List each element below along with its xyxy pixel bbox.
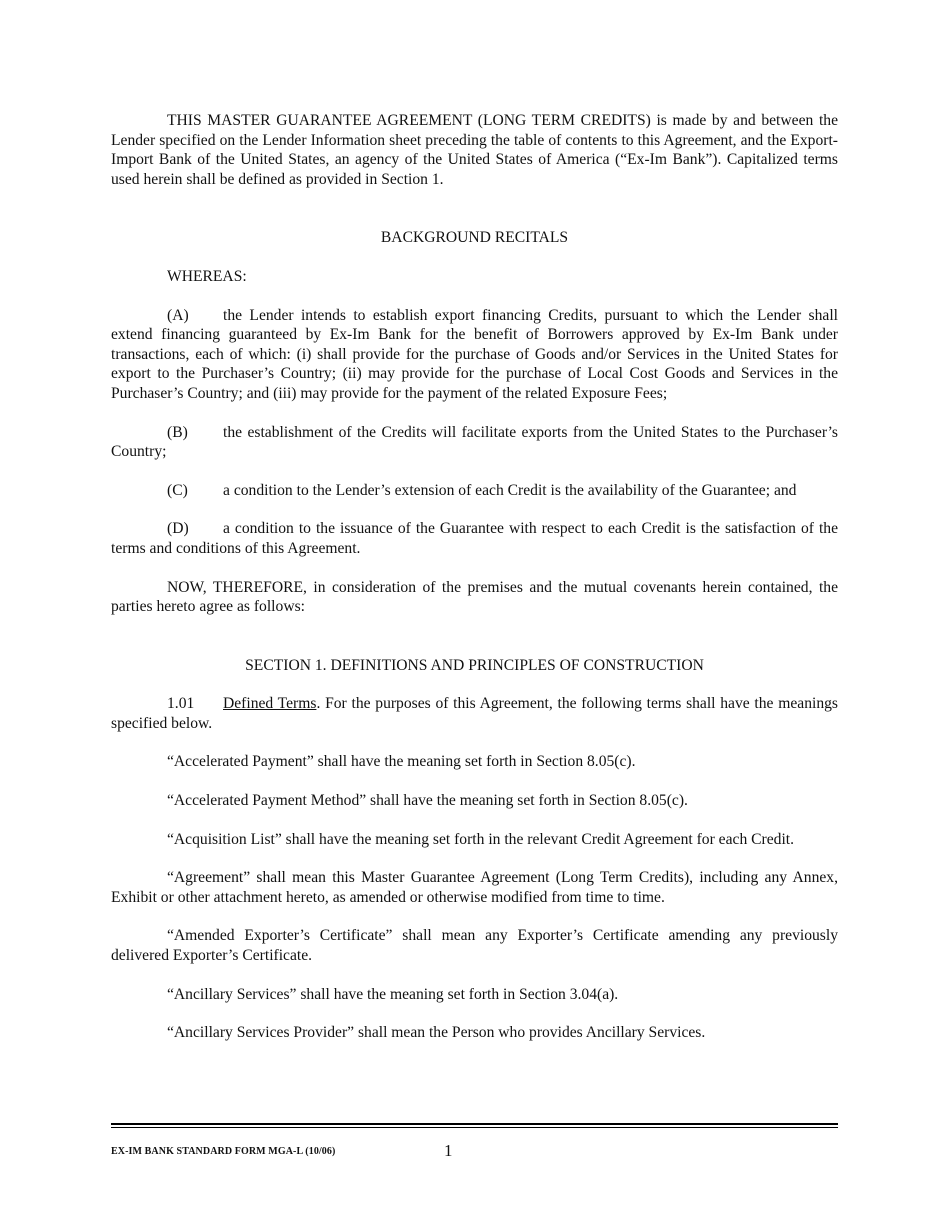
recital-b bbox=[111, 423, 838, 462]
recital-a bbox=[111, 306, 838, 404]
definition-item: “Ancillary Services Provider” shall mean the Person who provides Ancillary Services. bbox=[167, 1024, 706, 1042]
footer-form-id: EX-IM BANK STANDARD FORM MGA-L (10/06) bbox=[111, 1146, 336, 1157]
recital-label: (C) bbox=[167, 481, 188, 499]
footer-rule-thin bbox=[111, 1127, 838, 1128]
recital-text: a condition to the issuance of the Guarantee with respect to each Credit is the satisfaction of the terms and conditions of this Agreement. bbox=[111, 520, 838, 557]
definition-item: “Agreement” shall mean this Master Guarantee Agreement (Long Term Credits), including any Annex, Exhibit or other attachment hereto, as amended or otherwise modified from time to time. bbox=[111, 869, 838, 906]
recital-label: (A) bbox=[167, 306, 189, 324]
document-page bbox=[111, 111, 838, 1043]
footer-rule-thick bbox=[111, 1123, 838, 1125]
intro-paragraph: THIS MASTER GUARANTEE AGREEMENT (LONG TERM CREDITS) is made by and between the Lender specified on the Lender Information sheet preceding the table of contents to this Agreement, and the Export-Import Bank of the United States, an agency of the United States of America (“Ex-Im Bank”). Capitalized terms used herein shall be defined as provided in Section 1. bbox=[111, 112, 838, 188]
definition-item: “Acquisition List” shall have the meaning set forth in the relevant Credit Agreement for each Credit. bbox=[167, 830, 795, 848]
section-heading: SECTION 1. DEFINITIONS AND PRINCIPLES OF CONSTRUCTION bbox=[245, 656, 704, 674]
definition-item: “Amended Exporter’s Certificate” shall mean any Exporter’s Certificate amending any previously delivered Exporter’s Certificate. bbox=[111, 927, 838, 965]
section-text: . For the purposes of this Agreement, the following terms shall have the meanings specified below. bbox=[111, 695, 838, 732]
recital-text: the establishment of the Credits will facilitate exports from the United States to the Purchaser’s Country; bbox=[111, 423, 838, 461]
section-1-01 bbox=[111, 694, 838, 733]
definition-item: “Accelerated Payment Method” shall have the meaning set forth in Section 8.05(c). bbox=[167, 792, 688, 810]
recital-c bbox=[111, 481, 838, 501]
recital-d bbox=[111, 519, 838, 558]
recitals-heading: BACKGROUND RECITALS bbox=[380, 229, 569, 247]
definition-item: “Accelerated Payment” shall have the meaning set forth in Section 8.05(c). bbox=[167, 753, 636, 771]
recital-text: the Lender intends to establish export financing Credits, pursuant to which the Lender shall extend financing guaranteed by Ex-Im Bank for the benefit of Borrowers approved by Ex-Im Bank under transactions, each of which: (i) shall provide for the purchase of Goods and/or Services in the United States for export to the Purchaser’s Country; (ii) may provide for the purchase of Local Cost Goods and Services in the Purchaser’s Country; and (iii) may provide for the payment of the related Exposure Fees; bbox=[111, 306, 838, 402]
page-number: 1 bbox=[444, 1141, 453, 1160]
recital-label: (B) bbox=[167, 423, 188, 441]
recital-label: (D) bbox=[167, 520, 189, 538]
section-title: Defined Terms bbox=[223, 695, 317, 713]
now-therefore-paragraph: NOW, THEREFORE, in consideration of the premises and the mutual covenants herein contained, the parties hereto agree as follows: bbox=[111, 578, 838, 616]
recital-text: a condition to the Lender’s extension of each Credit is the availability of the Guarantee; and bbox=[223, 481, 797, 499]
definition-item: “Ancillary Services” shall have the meaning set forth in Section 3.04(a). bbox=[167, 985, 619, 1003]
section-number: 1.01 bbox=[167, 695, 195, 713]
whereas-label: WHEREAS: bbox=[167, 267, 247, 285]
